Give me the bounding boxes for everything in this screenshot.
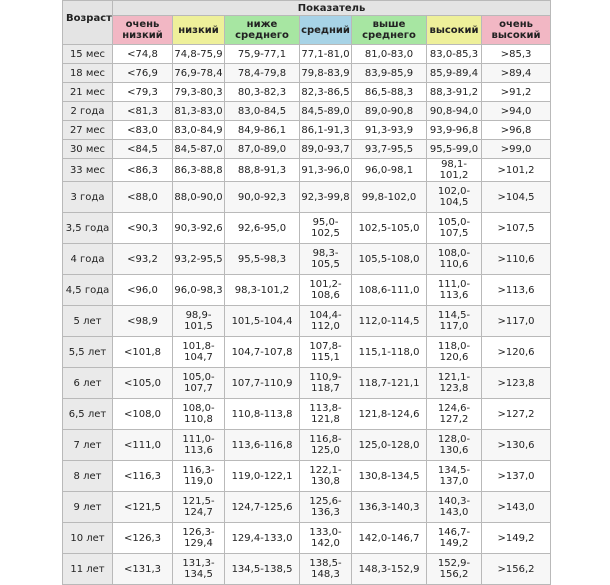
table-row <box>63 275 551 306</box>
value-cell: 83,0-85,3 <box>427 45 482 64</box>
value-cell: 105,0- 107,7 <box>173 368 225 399</box>
value-cell: 89,0-90,8 <box>352 102 427 121</box>
age-cell: 11 лет <box>63 554 113 585</box>
height-norms-table <box>62 0 551 585</box>
value-cell: 78,4-79,8 <box>225 64 300 83</box>
value-cell: 83,0-84,9 <box>173 121 225 140</box>
value-cell: 89,0-93,7 <box>300 140 352 159</box>
column-header: низкий <box>173 16 225 45</box>
value-cell: >104,5 <box>482 182 551 213</box>
value-cell: 121,8-124,6 <box>352 399 427 430</box>
value-cell: 126,3- 129,4 <box>173 523 225 554</box>
table-row <box>63 399 551 430</box>
value-cell: >130,6 <box>482 430 551 461</box>
column-header: ниже среднего <box>225 16 300 45</box>
value-cell: <76,9 <box>113 64 173 83</box>
age-cell: 21 мес <box>63 83 113 102</box>
value-cell: >89,4 <box>482 64 551 83</box>
value-cell: 96,0-98,3 <box>173 275 225 306</box>
value-cell: 86,5-88,3 <box>352 83 427 102</box>
value-cell: >85,3 <box>482 45 551 64</box>
table-row <box>63 430 551 461</box>
value-cell: <86,3 <box>113 159 173 182</box>
value-cell: 84,5-87,0 <box>173 140 225 159</box>
value-cell: 107,7-110,9 <box>225 368 300 399</box>
value-cell: 93,2-95,5 <box>173 244 225 275</box>
value-cell: 92,3-99,8 <box>300 182 352 213</box>
value-cell: 107,8- 115,1 <box>300 337 352 368</box>
value-cell: 95,5-99,0 <box>427 140 482 159</box>
value-cell: 140,3- 143,0 <box>427 492 482 523</box>
value-cell: 92,6-95,0 <box>225 213 300 244</box>
value-cell: 118,0- 120,6 <box>427 337 482 368</box>
value-cell: 108,0- 110,6 <box>427 244 482 275</box>
value-cell: 119,0-122,1 <box>225 461 300 492</box>
age-cell: 6,5 лет <box>63 399 113 430</box>
value-cell: <84,5 <box>113 140 173 159</box>
value-cell: 83,9-85,9 <box>352 64 427 83</box>
value-cell: <74,8 <box>113 45 173 64</box>
value-cell: 131,3- 134,5 <box>173 554 225 585</box>
value-cell: 121,5- 124,7 <box>173 492 225 523</box>
value-cell: 134,5-138,5 <box>225 554 300 585</box>
value-cell: 133,0- 142,0 <box>300 523 352 554</box>
value-cell: 138,5- 148,3 <box>300 554 352 585</box>
table-row <box>63 492 551 523</box>
age-cell: 3 года <box>63 182 113 213</box>
value-cell: 80,3-82,3 <box>225 83 300 102</box>
value-cell: 124,6- 127,2 <box>427 399 482 430</box>
value-cell: >137,0 <box>482 461 551 492</box>
value-cell: >99,0 <box>482 140 551 159</box>
value-cell: 93,9-96,8 <box>427 121 482 140</box>
value-cell: 146,7- 149,2 <box>427 523 482 554</box>
value-cell: 105,0- 107,5 <box>427 213 482 244</box>
value-cell: 121,1- 123,8 <box>427 368 482 399</box>
column-header: высокий <box>427 16 482 45</box>
value-cell: 95,5-98,3 <box>225 244 300 275</box>
value-cell: 86,3-88,8 <box>173 159 225 182</box>
age-cell: 5,5 лет <box>63 337 113 368</box>
value-cell: >143,0 <box>482 492 551 523</box>
age-cell: 2 года <box>63 102 113 121</box>
value-cell: <116,3 <box>113 461 173 492</box>
value-cell: 88,0-90,0 <box>173 182 225 213</box>
age-cell: 8 лет <box>63 461 113 492</box>
table-row <box>63 244 551 275</box>
value-cell: <121,5 <box>113 492 173 523</box>
value-cell: >117,0 <box>482 306 551 337</box>
value-cell: >120,6 <box>482 337 551 368</box>
value-cell: 90,3-92,6 <box>173 213 225 244</box>
value-cell: 95,0-102,5 <box>300 213 352 244</box>
value-cell: 101,2- 108,6 <box>300 275 352 306</box>
value-cell: 110,9- 118,7 <box>300 368 352 399</box>
value-cell: 148,3-152,9 <box>352 554 427 585</box>
age-cell: 7 лет <box>63 430 113 461</box>
value-cell: <93,2 <box>113 244 173 275</box>
value-cell: 77,1-81,0 <box>300 45 352 64</box>
value-cell: 136,3-140,3 <box>352 492 427 523</box>
value-cell: 93,7-95,5 <box>352 140 427 159</box>
table-row <box>63 45 551 64</box>
age-cell: 4 года <box>63 244 113 275</box>
indicator-group-header: Показатель <box>113 1 551 16</box>
value-cell: 102,5-105,0 <box>352 213 427 244</box>
value-cell: <108,0 <box>113 399 173 430</box>
table-row <box>63 121 551 140</box>
value-cell: 84,9-86,1 <box>225 121 300 140</box>
age-cell: 6 лет <box>63 368 113 399</box>
value-cell: 85,9-89,4 <box>427 64 482 83</box>
value-cell: <83,0 <box>113 121 173 140</box>
value-cell: 75,9-77,1 <box>225 45 300 64</box>
value-cell: 108,0- 110,8 <box>173 399 225 430</box>
value-cell: <101,8 <box>113 337 173 368</box>
value-cell: 88,3-91,2 <box>427 83 482 102</box>
value-cell: 98,9- 101,5 <box>173 306 225 337</box>
value-cell: >110,6 <box>482 244 551 275</box>
value-cell: >123,8 <box>482 368 551 399</box>
value-cell: 118,7-121,1 <box>352 368 427 399</box>
table-row <box>63 213 551 244</box>
age-cell: 18 мес <box>63 64 113 83</box>
age-cell: 3,5 года <box>63 213 113 244</box>
value-cell: >101,2 <box>482 159 551 182</box>
value-cell: >96,8 <box>482 121 551 140</box>
value-cell: >107,5 <box>482 213 551 244</box>
value-cell: 112,0-114,5 <box>352 306 427 337</box>
value-cell: 82,3-86,5 <box>300 83 352 102</box>
table-row <box>63 368 551 399</box>
value-cell: 108,6-111,0 <box>352 275 427 306</box>
age-cell: 30 мес <box>63 140 113 159</box>
age-cell: 5 лет <box>63 306 113 337</box>
value-cell: 86,1-91,3 <box>300 121 352 140</box>
value-cell: 113,8- 121,8 <box>300 399 352 430</box>
value-cell: >156,2 <box>482 554 551 585</box>
value-cell: 124,7-125,6 <box>225 492 300 523</box>
value-cell: <81,3 <box>113 102 173 121</box>
value-cell: 76,9-78,4 <box>173 64 225 83</box>
value-cell: 88,8-91,3 <box>225 159 300 182</box>
value-cell: 129,4-133,0 <box>225 523 300 554</box>
age-cell: 4,5 года <box>63 275 113 306</box>
age-cell: 27 мес <box>63 121 113 140</box>
value-cell: 79,8-83,9 <box>300 64 352 83</box>
value-cell: <105,0 <box>113 368 173 399</box>
value-cell: 99,8-102,0 <box>352 182 427 213</box>
value-cell: <90,3 <box>113 213 173 244</box>
value-cell: 79,3-80,3 <box>173 83 225 102</box>
column-header: очень низкий <box>113 16 173 45</box>
value-cell: 134,5- 137,0 <box>427 461 482 492</box>
value-cell: 111,0- 113,6 <box>427 275 482 306</box>
column-header: очень высокий <box>482 16 551 45</box>
value-cell: 87,0-89,0 <box>225 140 300 159</box>
value-cell: 122,1- 130,8 <box>300 461 352 492</box>
value-cell: 102,0- 104,5 <box>427 182 482 213</box>
table-row <box>63 102 551 121</box>
value-cell: >113,6 <box>482 275 551 306</box>
value-cell: <98,9 <box>113 306 173 337</box>
age-cell: 33 мес <box>63 159 113 182</box>
value-cell: 101,8- 104,7 <box>173 337 225 368</box>
value-cell: 90,8-94,0 <box>427 102 482 121</box>
table-row <box>63 182 551 213</box>
table-row <box>63 523 551 554</box>
value-cell: 84,5-89,0 <box>300 102 352 121</box>
value-cell: <126,3 <box>113 523 173 554</box>
table-row <box>63 337 551 368</box>
age-cell: 15 мес <box>63 45 113 64</box>
value-cell: <111,0 <box>113 430 173 461</box>
value-cell: 125,0-128,0 <box>352 430 427 461</box>
value-cell: 115,1-118,0 <box>352 337 427 368</box>
value-cell: 130,8-134,5 <box>352 461 427 492</box>
value-cell: <88,0 <box>113 182 173 213</box>
value-cell: >149,2 <box>482 523 551 554</box>
age-cell: 10 лет <box>63 523 113 554</box>
value-cell: >94,0 <box>482 102 551 121</box>
value-cell: 142,0-146,7 <box>352 523 427 554</box>
value-cell: 74,8-75,9 <box>173 45 225 64</box>
value-cell: 105,5-108,0 <box>352 244 427 275</box>
value-cell: >127,2 <box>482 399 551 430</box>
value-cell: 91,3-96,0 <box>300 159 352 182</box>
value-cell: >91,2 <box>482 83 551 102</box>
value-cell: 125,6- 136,3 <box>300 492 352 523</box>
column-header: средний <box>300 16 352 45</box>
age-header: Возраст <box>63 1 113 45</box>
value-cell: 81,0-83,0 <box>352 45 427 64</box>
value-cell: 113,6-116,8 <box>225 430 300 461</box>
value-cell: 104,4- 112,0 <box>300 306 352 337</box>
value-cell: <131,3 <box>113 554 173 585</box>
value-cell: 114,5- 117,0 <box>427 306 482 337</box>
table-row <box>63 461 551 492</box>
value-cell: 81,3-83,0 <box>173 102 225 121</box>
value-cell: 96,0-98,1 <box>352 159 427 182</box>
table-row <box>63 83 551 102</box>
value-cell: 101,5-104,4 <box>225 306 300 337</box>
value-cell: <96,0 <box>113 275 173 306</box>
value-cell: 116,8- 125,0 <box>300 430 352 461</box>
table-row <box>63 140 551 159</box>
value-cell: 98,3-105,5 <box>300 244 352 275</box>
value-cell: 83,0-84,5 <box>225 102 300 121</box>
value-cell: 116,3- 119,0 <box>173 461 225 492</box>
value-cell: <79,3 <box>113 83 173 102</box>
value-cell: 91,3-93,9 <box>352 121 427 140</box>
value-cell: 110,8-113,8 <box>225 399 300 430</box>
table-row <box>63 306 551 337</box>
value-cell: 111,0- 113,6 <box>173 430 225 461</box>
value-cell: 98,3-101,2 <box>225 275 300 306</box>
height-table-container <box>62 0 551 585</box>
value-cell: 152,9- 156,2 <box>427 554 482 585</box>
value-cell: 104,7-107,8 <box>225 337 300 368</box>
table-row <box>63 64 551 83</box>
column-header: выше среднего <box>352 16 427 45</box>
value-cell: 90,0-92,3 <box>225 182 300 213</box>
value-cell: 128,0- 130,6 <box>427 430 482 461</box>
table-row <box>63 159 551 182</box>
age-cell: 9 лет <box>63 492 113 523</box>
value-cell: 98,1-101,2 <box>427 159 482 182</box>
